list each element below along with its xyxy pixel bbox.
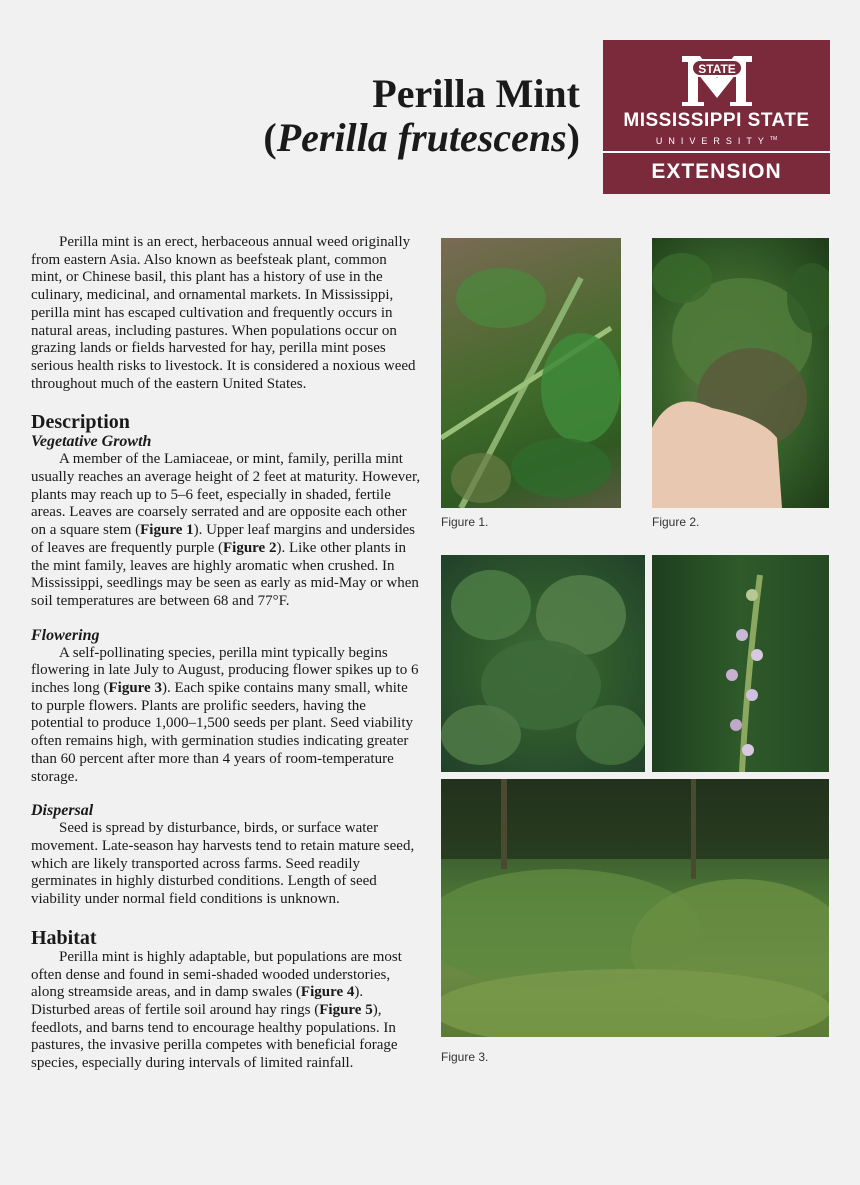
vegetative-growth-heading: Vegetative Growth: [31, 433, 152, 451]
msu-m-logo-icon: [678, 52, 756, 108]
logo-trademark: TM: [769, 136, 778, 142]
figure-flower-spike-photo: [652, 555, 829, 772]
dispersal-paragraph: Seed is spread by disturbance, birds, or surface water movement. Late-season hay harvests tend to retain mature seed, which are likely transported across farms. Seed readily germinates in highly disturbed conditions. Length of seed viability under normal field conditions is unknown.: [31, 820, 415, 908]
figure-3-ref: Figure 3: [108, 680, 162, 697]
logo-state-text: STATE: [698, 62, 736, 76]
msu-extension-logo: [603, 40, 830, 194]
main-text-column: [31, 234, 421, 1073]
figure-2-photo: [652, 238, 829, 508]
logo-university-sub: UNIVERSITY™: [655, 136, 778, 146]
figure-1-ref: Figure 1: [140, 522, 194, 539]
figure-4-ref: Figure 4: [300, 984, 355, 1001]
vegetative-growth-paragraph: A member of the Lamiaceae, or mint, family, perilla mint usually reaches an average height of 2 feet at maturity. However, plants may reach up to 5–6 feet, especially in shaded, fertile areas. Leaves are coarsely serrated and are opposite each other on a square stem (Figure 1). Upper leaf margins and undersides of leaves are frequently purple (Figure 2). Like other plants in the mint family, leaves are highly aromatic when crushed. In Mississippi, seedlings may be seen as early as mid-May or when soil temperatures are between 68 and 77°F.: [31, 451, 421, 609]
dispersal-heading: Dispersal: [31, 802, 94, 820]
logo-university-name: MISSISSIPPI STATE: [623, 110, 810, 131]
title-common-name: Perilla Mint: [372, 71, 580, 116]
figure-3-caption: Figure 3.: [441, 1050, 489, 1064]
habitat-heading: Habitat: [31, 926, 97, 949]
figure-3-photo: [441, 779, 829, 1037]
figure-plant-foliage-photo: [441, 555, 645, 772]
document-title: [150, 72, 580, 160]
flowering-paragraph: A self-pollinating species, perilla mint typically begins flowering in late July to August, producing flower spikes up to 6 inches long (Figure 3). Each spike contains many small, white to purple flowers. Plants are prolific seeders, having the potential to produce 1,000–1,500 seeds per plant. Seed viability often remains high, with germination studies indicating greater than 60 percent after more than 4 years of room-temperature storage.: [31, 644, 419, 785]
title-scientific-name: (Perilla frutescens): [263, 115, 580, 160]
logo-extension: EXTENSION: [651, 160, 782, 183]
habitat-paragraph: Perilla mint is highly adaptable, but populations are most often dense and found in semi-shaded wooded understories, along streamside areas, and in damp swales (Figure 4). Disturbed areas of fertile soil around hay rings (Figure 5), feedlots, and barns tend to encourage healthy populations. In pastures, the invasive perilla competes with beneficial forage species, especially during intervals of limited rainfall.: [31, 948, 402, 1072]
figure-1-photo: [441, 238, 621, 508]
intro-paragraph: Perilla mint is an erect, herbaceous annual weed originally from eastern Asia. Also known as beefsteak plant, common mint, or Chinese basil, this plant has a history of use in the culinary, medicinal, and ornamental markets. In Mississippi, perilla mint has escaped cultivation and frequently occurs in natural areas, including pastures. When populations occur on grazing lands or fields harvested for hay, perilla mint poses serious health risks to livestock. It is considered a noxious weed throughout much of the eastern United States.: [31, 234, 416, 392]
figure-2-ref: Figure 2: [223, 539, 277, 556]
figure-2-caption: Figure 2.: [652, 515, 700, 529]
description-heading: Description: [31, 411, 130, 434]
figure-1-caption: Figure 1.: [441, 515, 489, 529]
figure-5-ref: Figure 5: [319, 1001, 373, 1018]
logo-divider: [603, 151, 830, 153]
flowering-heading: Flowering: [31, 626, 100, 644]
